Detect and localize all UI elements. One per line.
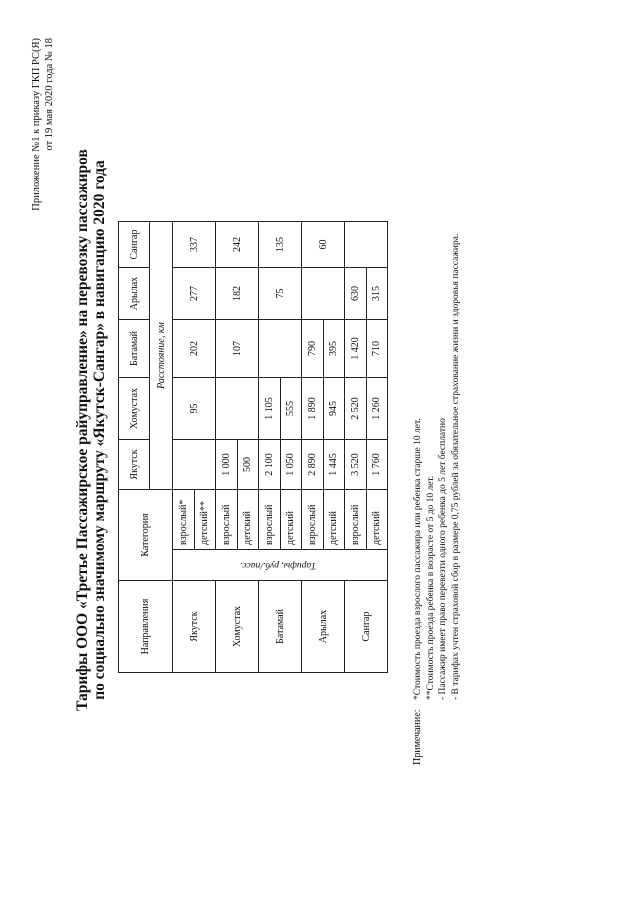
value-cell: 1 260 bbox=[366, 378, 388, 440]
title-line-1: Тарифы ООО «Третье Пассажирское райуправление» на перевозку пассажиров bbox=[74, 149, 91, 711]
header-row bbox=[119, 222, 150, 673]
note-line: - Пассажир имеет право перевезти одного ребенка до 5 лет бесплатно bbox=[438, 418, 448, 700]
value-cell: 710 bbox=[366, 320, 388, 378]
header-stop: Хомустах bbox=[119, 378, 150, 440]
tariff-label-cell bbox=[173, 550, 388, 581]
notes-label: Примечание: bbox=[412, 709, 423, 765]
category-cell: детский bbox=[366, 490, 388, 550]
table-row bbox=[173, 222, 195, 673]
category-cell: взрослый bbox=[302, 490, 324, 550]
value-cell: 107 bbox=[216, 320, 259, 378]
tariff-table bbox=[118, 221, 388, 673]
value-cell: 3 520 bbox=[345, 440, 367, 490]
title-line-2: по социально значимому маршруту «Якутск-Сангар» в навигацию 2020 года bbox=[91, 160, 108, 700]
value-cell: 182 bbox=[216, 268, 259, 320]
appendix-line-2: от 19 мая 2020 года № 18 bbox=[44, 38, 55, 151]
header-stop: Арылах bbox=[119, 268, 150, 320]
distance-label: Расстояние, км bbox=[150, 222, 173, 490]
notes bbox=[412, 50, 462, 700]
value-cell: 60 bbox=[302, 222, 345, 268]
value-cell: 1 445 bbox=[323, 440, 345, 490]
value-cell: 790 bbox=[302, 320, 324, 378]
header-stop: Батамай bbox=[119, 320, 150, 378]
value-cell: 395 bbox=[323, 320, 345, 378]
value-cell bbox=[302, 268, 345, 320]
value-cell: 1 000 bbox=[216, 440, 238, 490]
value-cell: 1 420 bbox=[345, 320, 367, 378]
category-cell: детский bbox=[237, 490, 259, 550]
value-cell: 2 520 bbox=[345, 378, 367, 440]
table-row bbox=[216, 222, 238, 673]
note-line: - В тарифах учтен страховой сбор в размере 0,75 рублей за обязательное страхование жизни и здоровья пассажира. bbox=[450, 233, 461, 700]
direction-cell: Сангар bbox=[345, 581, 388, 673]
distance-cell: 95 bbox=[173, 378, 216, 440]
category-cell: взрослый bbox=[259, 490, 281, 550]
direction-cell: Арылах bbox=[302, 581, 345, 673]
distance-cell: 277 bbox=[173, 268, 216, 320]
header-category: Категория bbox=[119, 490, 173, 581]
value-cell bbox=[173, 440, 216, 490]
value-cell: 242 bbox=[216, 222, 259, 268]
distance-cell: 337 bbox=[173, 222, 216, 268]
value-cell: 630 bbox=[345, 268, 367, 320]
category-cell: детский bbox=[280, 490, 302, 550]
value-cell: 1 050 bbox=[280, 440, 302, 490]
header-direction: Направления bbox=[119, 581, 173, 673]
value-cell: 2 890 bbox=[302, 440, 324, 490]
value-cell: 500 bbox=[237, 440, 259, 490]
value-cell bbox=[216, 378, 259, 440]
table-row bbox=[345, 222, 367, 673]
category-cell: взрослый bbox=[216, 490, 238, 550]
direction-cell: Якутск bbox=[173, 581, 216, 673]
value-cell: 135 bbox=[259, 222, 302, 268]
tariff-label: Тарифы, руб./пасс. bbox=[240, 560, 317, 570]
appendix-reference bbox=[30, 38, 56, 211]
document-title bbox=[74, 105, 108, 755]
value-cell: 1 890 bbox=[302, 378, 324, 440]
appendix-line-1: Приложение №1 к приказу ГКП РС(Я) bbox=[31, 38, 42, 211]
value-cell: 1 105 bbox=[259, 378, 281, 440]
value-cell: 1 760 bbox=[366, 440, 388, 490]
distance-cell: 202 bbox=[173, 320, 216, 378]
direction-cell: Батамай bbox=[259, 581, 302, 673]
category-cell: взрослый* bbox=[173, 490, 195, 550]
header-stop: Якутск bbox=[119, 440, 150, 490]
category-cell: детский** bbox=[194, 490, 216, 550]
category-cell: взрослый bbox=[345, 490, 367, 550]
category-cell: детский bbox=[323, 490, 345, 550]
note-line: *Стоимость проезда взрослого пассажира или ребенка старше 10 лет. bbox=[413, 418, 423, 700]
direction-cell: Хомустах bbox=[216, 581, 259, 673]
table-row bbox=[259, 222, 281, 673]
value-cell: 2 100 bbox=[259, 440, 281, 490]
value-cell: 555 bbox=[280, 378, 302, 440]
value-cell: 315 bbox=[366, 268, 388, 320]
value-cell bbox=[259, 320, 302, 378]
header-stop: Сангар bbox=[119, 222, 150, 268]
note-line: **Стоимость проезда ребенка в возрасте от 5 до 10 лет. bbox=[425, 475, 436, 700]
table-row bbox=[302, 222, 324, 673]
value-cell: 945 bbox=[323, 378, 345, 440]
value-cell: 75 bbox=[259, 268, 302, 320]
value-cell bbox=[345, 222, 388, 268]
